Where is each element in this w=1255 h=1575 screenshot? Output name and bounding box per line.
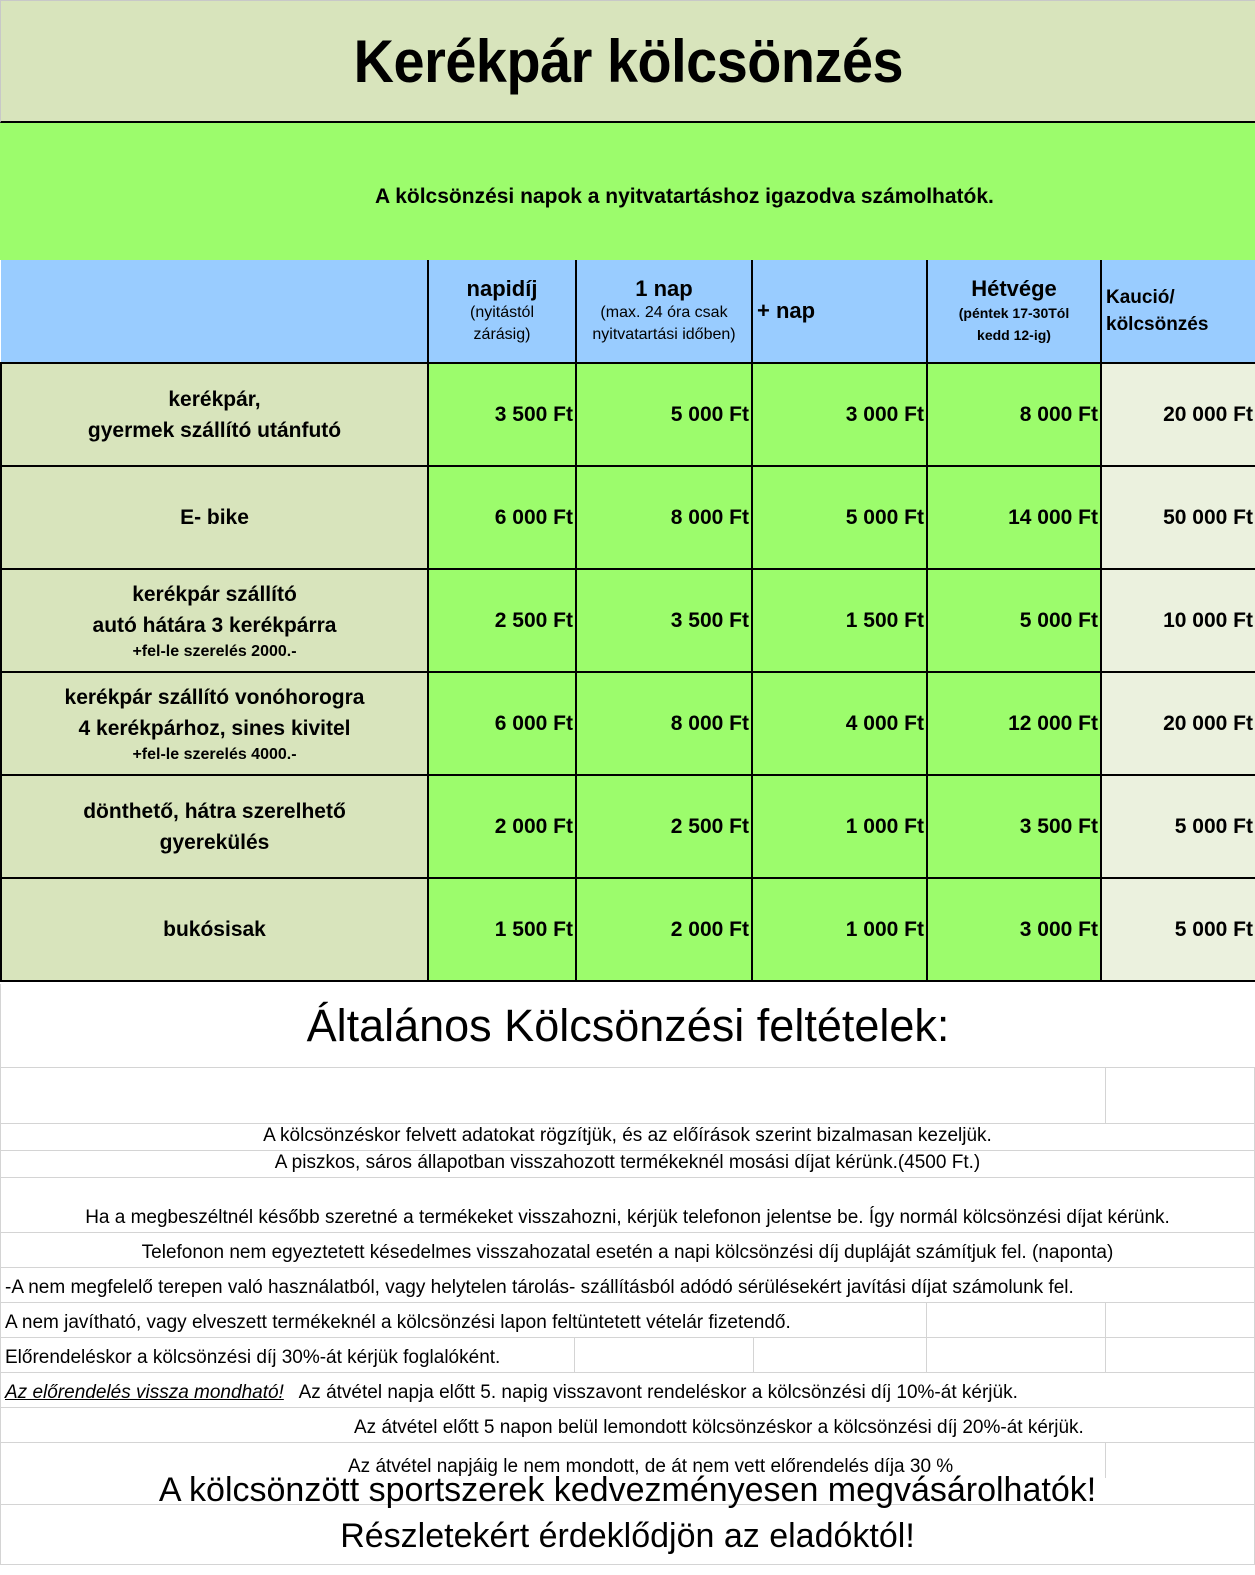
promo-purchase: A kölcsönzött sportszerek kedvezményesen megvásárolhatók! bbox=[158, 1471, 1097, 1509]
term-row bbox=[0, 1151, 1255, 1178]
item-name-cell bbox=[1, 466, 428, 569]
price-hetvege: 14 000 Ft bbox=[927, 466, 1101, 569]
price-kaucio: 20 000 Ft bbox=[1101, 672, 1255, 775]
price-kaucio: 5 000 Ft bbox=[1101, 878, 1255, 981]
item-name-cell bbox=[1, 878, 428, 981]
price-plusz-nap: 1 000 Ft bbox=[752, 878, 927, 981]
header-napidij-title: napidíj bbox=[466, 276, 538, 301]
cell-divider bbox=[1105, 1338, 1106, 1372]
opening-hours-note-band bbox=[0, 123, 1255, 260]
cell-divider bbox=[574, 1338, 575, 1372]
term-row bbox=[0, 1303, 1255, 1338]
price-napidij: 3 500 Ft bbox=[428, 363, 576, 466]
price-napidij: 2 000 Ft bbox=[428, 775, 576, 878]
cell-divider bbox=[926, 1303, 927, 1337]
price-row bbox=[1, 775, 1255, 878]
price-napidij: 2 500 Ft bbox=[428, 569, 576, 672]
item-name-line2: gyermek szállító utánfutó bbox=[87, 418, 342, 442]
item-name: dönthető, hátra szerelhető bbox=[83, 799, 346, 823]
price-kaucio: 10 000 Ft bbox=[1101, 569, 1255, 672]
term-row bbox=[0, 1408, 1255, 1443]
item-name-line2: autó hátára 3 kerékpárra bbox=[92, 613, 337, 637]
price-hetvege: 3 000 Ft bbox=[927, 878, 1101, 981]
item-name: bukósisak bbox=[163, 918, 266, 941]
term-late-return-notice: Ha a megbeszéltnél később szeretné a termékeket visszahozni, kérjük telefonon jelentse be. Így normál kölcsönzési díjat kérünk. bbox=[85, 1207, 1170, 1228]
header-napidij-sub: (nyitástól bbox=[469, 304, 535, 321]
item-name-cell bbox=[1, 775, 428, 878]
header-hetvege-sub: (péntek 17-30Tól bbox=[958, 305, 1070, 321]
term-cancel-late: Az átvétel előtt 5 napon belül lemondott kölcsönzéskor a kölcsönzési díj 20%-át kérjük. bbox=[354, 1417, 1084, 1438]
price-napidij: 6 000 Ft bbox=[428, 466, 576, 569]
item-name: E- bike bbox=[180, 506, 249, 529]
term-row bbox=[0, 1124, 1255, 1151]
item-name-line2: 4 kerékpárhoz, sines kivitel bbox=[78, 716, 351, 740]
price-egy-nap: 2 000 Ft bbox=[576, 878, 752, 981]
header-napidij-sub2: zárásig) bbox=[473, 326, 531, 343]
price-hetvege: 3 500 Ft bbox=[927, 775, 1101, 878]
item-name-cell bbox=[1, 569, 428, 672]
header-egy-nap-sub: (max. 24 óra csak bbox=[600, 304, 728, 321]
price-row bbox=[1, 569, 1255, 672]
title-band bbox=[0, 0, 1255, 123]
price-napidij: 6 000 Ft bbox=[428, 672, 576, 775]
price-hetvege: 5 000 Ft bbox=[927, 569, 1101, 672]
cancel-label: Az előrendelés vissza mondható! bbox=[5, 1382, 284, 1403]
header-napidij bbox=[428, 260, 576, 363]
price-kaucio: 20 000 Ft bbox=[1101, 363, 1255, 466]
term-row bbox=[0, 1233, 1255, 1268]
header-kaucio bbox=[1101, 260, 1255, 363]
price-hetvege: 12 000 Ft bbox=[927, 672, 1101, 775]
header-hetvege-title: Hétvége bbox=[971, 276, 1057, 301]
header-egy-nap bbox=[576, 260, 752, 363]
term-row bbox=[0, 1268, 1255, 1303]
price-plusz-nap: 3 000 Ft bbox=[752, 363, 927, 466]
price-hetvege: 8 000 Ft bbox=[927, 363, 1101, 466]
item-name-line2: gyerekülés bbox=[159, 830, 270, 854]
cell-divider bbox=[1105, 1303, 1106, 1337]
promo-row bbox=[0, 1470, 1255, 1509]
term-data-privacy: A kölcsönzéskor felvett adatokat rögzítjük, és az előírások szerint bizalmasan kezeljük. bbox=[263, 1125, 992, 1146]
header-egy-nap-title: 1 nap bbox=[635, 276, 693, 301]
cell-divider bbox=[753, 1338, 754, 1372]
empty-row bbox=[0, 1068, 1255, 1124]
header-item-column bbox=[1, 260, 428, 363]
price-egy-nap: 5 000 Ft bbox=[576, 363, 752, 466]
price-egy-nap: 2 500 Ft bbox=[576, 775, 752, 878]
price-kaucio: 5 000 Ft bbox=[1101, 775, 1255, 878]
page-title: Kerékpár kölcsönzés bbox=[353, 27, 903, 95]
term-lost-item: A nem javítható, vagy elveszett termékeknél a kölcsönzési lapon feltüntetett vételár fizetendő. bbox=[5, 1312, 791, 1333]
opening-hours-note: A kölcsönzési napok a nyitvatartáshoz igazodva számolhatók. bbox=[375, 185, 994, 208]
term-row bbox=[0, 1338, 1255, 1373]
term-row bbox=[0, 1178, 1255, 1233]
price-napidij: 1 500 Ft bbox=[428, 878, 576, 981]
term-damage-fee: -A nem megfelelő terepen való használatból, vagy helytelen tárolás- szállításból adódó sérülésekért javítási díjat számolunk fel. bbox=[5, 1277, 1074, 1298]
price-plusz-nap: 5 000 Ft bbox=[752, 466, 927, 569]
term-deposit: Előrendeléskor a kölcsönzési díj 30%-át kérjük foglalóként. bbox=[5, 1347, 501, 1368]
item-name: kerékpár szállító bbox=[132, 582, 297, 606]
item-install-fee: +fel-le szerelés 2000.- bbox=[132, 642, 297, 660]
price-plusz-nap: 1 500 Ft bbox=[752, 569, 927, 672]
term-no-show: Az átvétel napjáig le nem mondott, de át nem vett előrendelés díja 30 % bbox=[348, 1456, 954, 1477]
header-plusz-nap bbox=[752, 260, 927, 363]
header-plusz-nap-title: + nap bbox=[757, 298, 816, 323]
header-egy-nap-sub2: nyitvatartási időben) bbox=[592, 326, 736, 343]
promo-contact: Részletekért érdeklődjön az eladóktól! bbox=[340, 1517, 915, 1555]
header-hetvege-sub2: kedd 12-ig) bbox=[977, 327, 1051, 343]
price-egy-nap: 3 500 Ft bbox=[576, 569, 752, 672]
item-name-cell bbox=[1, 363, 428, 466]
price-row bbox=[1, 363, 1255, 466]
item-name: kerékpár, bbox=[168, 387, 261, 411]
price-plusz-nap: 1 000 Ft bbox=[752, 775, 927, 878]
price-egy-nap: 8 000 Ft bbox=[576, 466, 752, 569]
item-name-cell bbox=[1, 672, 428, 775]
price-row bbox=[1, 672, 1255, 775]
term-row bbox=[0, 1373, 1255, 1408]
price-egy-nap: 8 000 Ft bbox=[576, 672, 752, 775]
promo-row bbox=[0, 1505, 1255, 1565]
price-table bbox=[0, 260, 1255, 982]
price-row bbox=[1, 878, 1255, 981]
price-table-header-row bbox=[1, 260, 1255, 363]
item-name: kerékpár szállító vonóhorogra bbox=[64, 685, 365, 709]
header-kaucio-sub: kölcsönzés bbox=[1106, 314, 1209, 335]
cell-divider bbox=[1105, 1068, 1106, 1123]
term-late-return-penalty: Telefonon nem egyeztetett késedelmes visszahozatal esetén a napi kölcsönzési díj dupláját számítjuk fel. (naponta) bbox=[141, 1242, 1114, 1263]
item-install-fee: +fel-le szerelés 4000.- bbox=[132, 745, 297, 763]
term-cleaning-fee: A piszkos, sáros állapotban visszahozott termékeknél mosási díjat kérünk.(4500 Ft.) bbox=[274, 1152, 981, 1173]
price-plusz-nap: 4 000 Ft bbox=[752, 672, 927, 775]
price-kaucio: 50 000 Ft bbox=[1101, 466, 1255, 569]
header-hetvege bbox=[927, 260, 1101, 363]
cell-divider bbox=[926, 1338, 927, 1372]
price-row bbox=[1, 466, 1255, 569]
term-cancel-early: Az átvétel napja előtt 5. napig visszavont rendeléskor a kölcsönzési díj 10%-át kérjük. bbox=[298, 1382, 1018, 1403]
header-kaucio-title: Kaució/ bbox=[1106, 287, 1175, 308]
terms-title: Általános Kölcsönzési feltételek: bbox=[0, 984, 1255, 1068]
